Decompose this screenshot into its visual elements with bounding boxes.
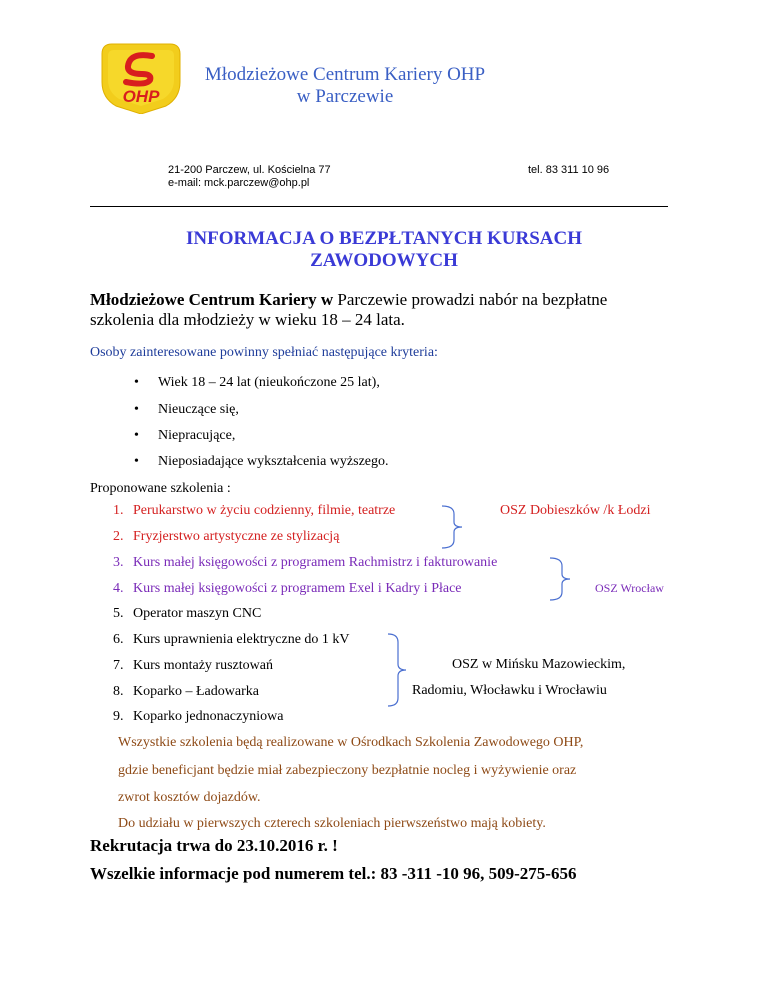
logo-text: OHP [122,87,160,106]
training-item: 9. Koparko jednonaczyniowa [113,709,284,724]
email: e-mail: mck.parczew@ohp.pl [168,177,310,189]
org-name-line2: w Parczewie [296,86,394,107]
recruitment-deadline: Rekrutacja trwa do 23.10.2016 r. ! [90,836,338,855]
intro-line2: szkolenia dla młodzieży w wieku 18 – 24 lata. [90,310,405,329]
phone: tel. 83 311 10 96 [528,164,610,176]
org-name-line1: Młodzieżowe Centrum Kariery OHP [204,64,486,85]
training-item: 2. Fryzjerstwo artystyczne ze stylizacją [113,529,340,544]
location-minsk: OSZ w Mińsku Mazowieckim, [452,657,626,672]
criteria-label: Osoby zainteresowane powinny spełniać następujące kryteria: [90,345,438,360]
page-title-line1: INFORMACJA O BEZPŁTANYCH KURSACH [185,228,583,249]
trainings-label: Proponowane szkolenia : [90,481,231,496]
note-line4: Do udziału w pierwszych czterech szkoleniach pierwszeństwo mają kobiety. [118,816,546,831]
training-item: 7. Kurs montaży rusztowań [113,658,273,673]
bullet-icon: • [134,402,139,417]
intro-bold: Młodzieżowe Centrum Kariery w [90,290,334,309]
page-title-line2: ZAWODOWYCH [310,250,458,271]
brace-group3 [386,632,416,708]
note-line1: Wszystkie szkolenia będą realizowane w Ośrodkach Szkolenia Zawodowego OHP, [118,735,584,750]
header-divider [90,206,668,207]
ohp-logo [100,42,182,114]
bullet-icon: • [134,454,139,469]
bullet-icon: • [134,375,139,390]
training-item: 8. Koparko – Ładowarka [113,684,259,699]
training-item: 1. Perukarstwo w życiu codzienny, filmie, teatrze [113,503,396,518]
intro-line1 [90,290,607,310]
note-line2: gdzie beneficjant będzie miał zabezpieczony bezpłatnie nocleg i wyżywienie oraz [118,763,577,778]
brace-group1 [440,504,470,550]
location-wroclaw: OSZ Wrocław [595,581,664,595]
training-item: 4. Kurs małej księgowości z programem Exel i Kadry i Płace [113,581,462,596]
location-cities: Radomiu, Włocławku i Wrocławiu [412,683,607,698]
note-line3: zwrot kosztów dojazdów. [118,790,261,805]
contact-info: Wszelkie informacje pod numerem tel.: 83 -311 -10 96, 509-275-656 [90,864,577,883]
brace-group2 [548,556,578,602]
training-item: 6. Kurs uprawnienia elektryczne do 1 kV [113,632,350,647]
address: 21-200 Parczew, ul. Kościelna 77 [168,164,331,176]
bullet-icon: • [134,428,139,443]
training-item: 3. Kurs małej księgowości z programem Rachmistrz i fakturowanie [113,555,498,570]
location-dobieszkow: OSZ Dobieszków /k Łodzi [500,503,651,518]
intro-rest: Parczewie prowadzi nabór na bezpłatne [333,290,608,309]
training-item: 5. Operator maszyn CNC [113,606,262,621]
